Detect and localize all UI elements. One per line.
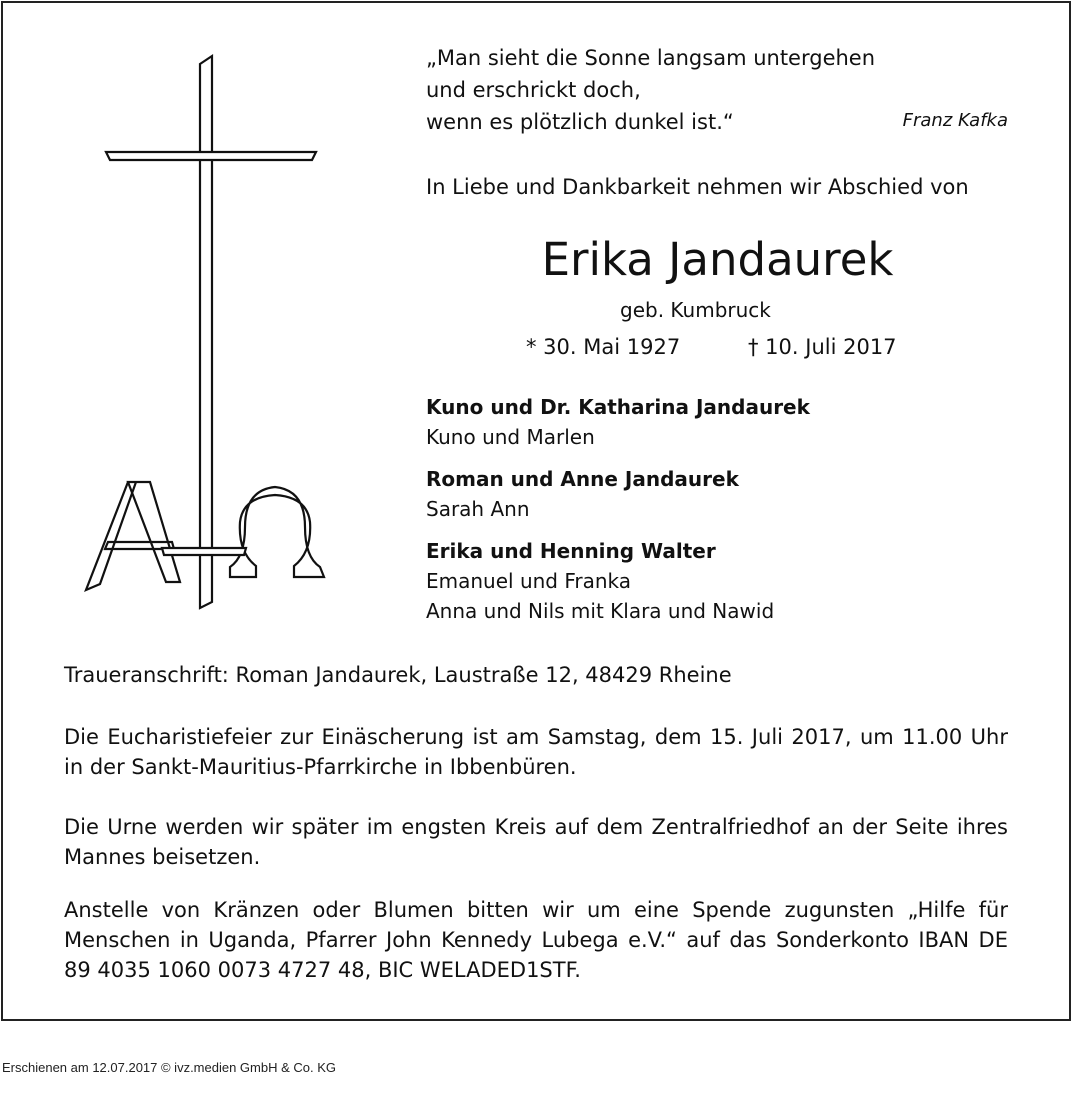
quote-line: wenn es plötzlich dunkel ist.“ bbox=[426, 110, 734, 134]
family-head: Kuno und Dr. Katharina Jandaurek bbox=[426, 395, 810, 419]
death-date: † 10. Juli 2017 bbox=[748, 335, 897, 359]
family-head: Erika und Henning Walter bbox=[426, 539, 716, 563]
family-group bbox=[426, 464, 1026, 524]
cross-vertical bbox=[200, 56, 212, 608]
cross-alpha-omega-icon bbox=[80, 52, 340, 617]
family-member: Emanuel und Franka bbox=[426, 569, 632, 593]
burial-paragraph: Die Urne werden wir später im engsten Kreis auf dem Zentralfriedhof an der Seite ihres Mannes beisetzen. bbox=[64, 815, 1008, 869]
service-paragraph: Die Eucharistiefeier zur Einäscherung ist am Samstag, dem 15. Juli 2017, um 11.00 Uhr in der Sankt-Mauritius-Pfarrkirche in Ibbenbüren. bbox=[64, 725, 1008, 779]
family-member: Kuno und Marlen bbox=[426, 425, 595, 449]
maiden-name: geb. Kumbruck bbox=[620, 298, 771, 322]
quote-line: und erschrickt doch, bbox=[426, 78, 641, 102]
family-member: Sarah Ann bbox=[426, 497, 530, 521]
alpha-symbol bbox=[86, 482, 180, 590]
mourning-address: Traueranschrift: Roman Jandaurek, Laustraße 12, 48429 Rheine bbox=[64, 663, 732, 687]
omega-symbol bbox=[230, 487, 324, 577]
intro-text: In Liebe und Dankbarkeit nehmen wir Abschied von bbox=[426, 175, 969, 199]
family-list bbox=[426, 392, 1026, 638]
cross-lower-bar bbox=[162, 548, 246, 555]
birth-date: * 30. Mai 1927 bbox=[526, 335, 681, 359]
family-group bbox=[426, 536, 1026, 626]
publication-footer: Erschienen am 12.07.2017 © ivz.medien GmbH & Co. KG bbox=[2, 1060, 337, 1075]
quote-line: „Man sieht die Sonne langsam untergehen bbox=[426, 46, 876, 70]
donation-paragraph: Anstelle von Kränzen oder Blumen bitten wir um eine Spende zugunsten „Hilfe für Menschen in Uganda, Pfarrer John Kennedy Lubega e.V.“ auf das Sonderkonto IBAN DE 89 4035 1060 0073 4727 48, BIC WELADED1STF. bbox=[64, 898, 1008, 982]
family-head: Roman und Anne Jandaurek bbox=[426, 467, 739, 491]
family-member: Anna und Nils mit Klara und Nawid bbox=[426, 599, 775, 623]
cross-horizontal bbox=[106, 152, 316, 160]
quote-author: Franz Kafka bbox=[902, 110, 1008, 131]
deceased-name: Erika Jandaurek bbox=[541, 233, 894, 286]
family-group bbox=[426, 392, 1026, 452]
